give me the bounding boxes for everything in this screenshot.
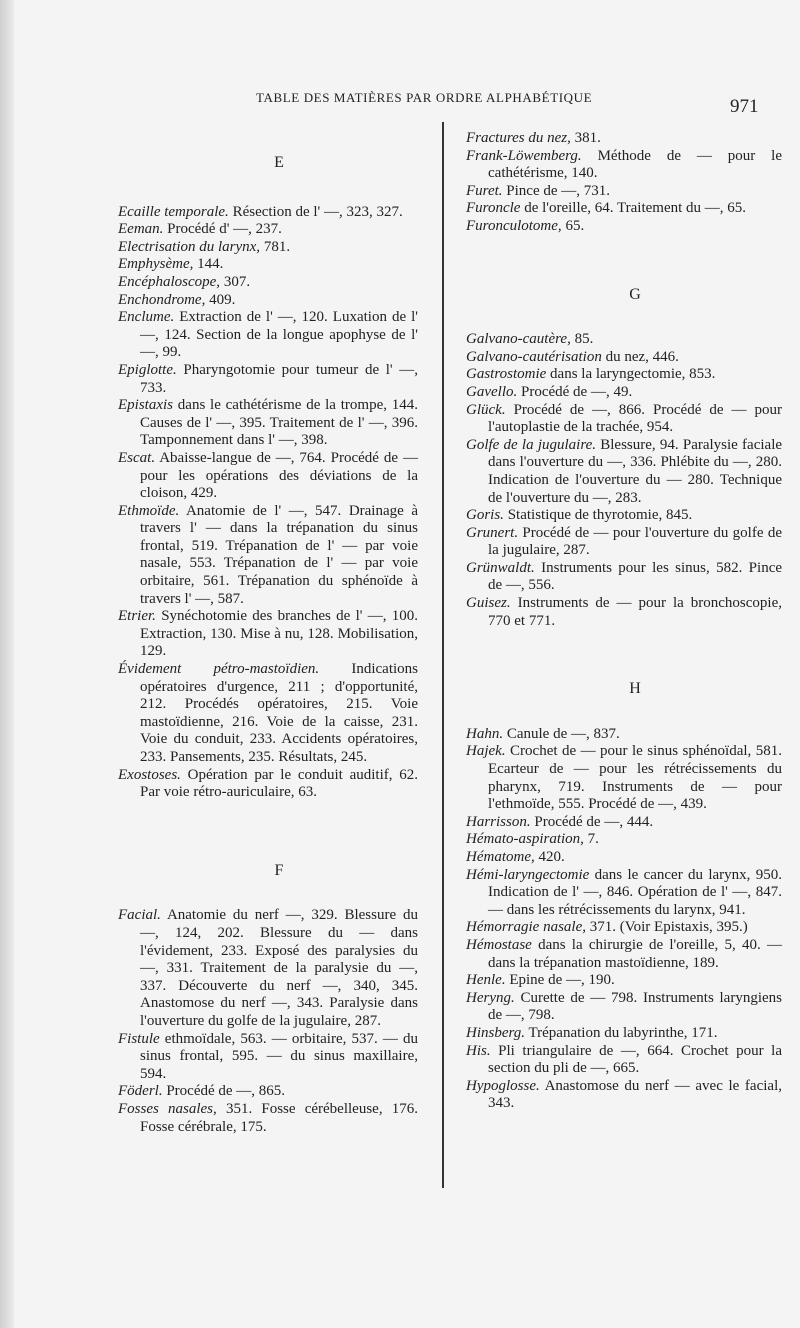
entry-heading: Goris.	[466, 507, 504, 524]
entry-text: Opération par le conduit auditif, 62. Par voie rétro-auriculaire, 63.	[140, 766, 418, 801]
index-entry	[466, 1078, 782, 1113]
entry-text: Abaisse-langue de —, 764. Procédé de — pour les opérations des déviations de la cloison, 429.	[140, 449, 418, 502]
entry-text: 307.	[223, 273, 251, 290]
entry-heading: Furet.	[466, 182, 503, 199]
index-entry	[118, 503, 418, 609]
entry-text: 7.	[587, 831, 599, 848]
index-entry	[466, 849, 782, 867]
index-entry	[466, 525, 782, 560]
entry-text: 351. Fosse cérébelleuse, 176. Fosse cérébrale, 175.	[140, 1100, 418, 1135]
entry-heading: Golfe de la jugulaire.	[466, 436, 597, 453]
index-entry	[466, 972, 782, 990]
entry-heading: Harrisson.	[466, 813, 531, 830]
section-letter: E	[274, 154, 284, 171]
entry-heading: Enchondrome,	[118, 291, 206, 308]
index-entry	[466, 183, 782, 201]
entry-text: Procédé de —, 444.	[534, 813, 654, 830]
entry-text: Statistique de thyrotomie, 845.	[507, 507, 693, 524]
entry-heading: Ecaille temporale.	[118, 203, 229, 220]
index-entry	[118, 292, 418, 310]
entry-text: dans la laryngectomie, 853.	[550, 366, 716, 383]
entry-heading: Guisez.	[466, 595, 511, 612]
entry-text: Indications opératoires d'urgence, 211 ; d'opportunité, 212. Procédés opératoires, 215. Voie mastoïdienne, 216. Voie de la caisse, 231. Voie du conduit, 233. Accidents opératoires, 233. Pansements, 235. Résultats, 245.	[140, 661, 419, 765]
index-entry	[118, 608, 418, 661]
entry-heading: Hémorragie nasale,	[466, 919, 586, 936]
section-letter: F	[274, 861, 284, 879]
index-entry	[466, 437, 782, 507]
entry-heading: Fractures du nez,	[466, 130, 571, 146]
entry-heading: Hypoglosse.	[466, 1077, 540, 1094]
index-entry	[466, 366, 782, 384]
entry-text: Résection de l' —, 323, 327.	[232, 203, 403, 220]
index-entry	[466, 200, 782, 218]
entry-text: Anatomie du nerf —, 329. Blessure du —, 124, 202. Blessure du — dans l'évidement, 233. Exposé des paralysies du —, 331. Traitement de la paralysie du —, 337. Découverte du nerf —, 340, 345. Anastomose du nerf —, 343. Paralysie dans l'ouverture du golfe de la jugulaire, 287.	[140, 907, 418, 1029]
entry-heading: Epistaxis	[118, 397, 173, 414]
entry-heading: Etrier.	[118, 608, 156, 625]
index-entry	[466, 507, 782, 525]
entry-text: 409.	[209, 291, 236, 308]
entry-text: Curette de — 798. Instruments laryngiens de —, 798.	[488, 989, 782, 1024]
entry-heading: Facial.	[118, 907, 161, 924]
entry-heading: Escat.	[118, 449, 156, 466]
entry-heading: Enclume.	[118, 309, 175, 326]
entry-heading: Epiglotte.	[118, 361, 177, 378]
index-entry	[466, 384, 782, 402]
index-entry	[118, 397, 418, 450]
index-entry	[466, 743, 782, 813]
index-entry	[466, 919, 782, 937]
entry-heading: Henle.	[466, 972, 506, 989]
entry-text: Pli triangulaire de —, 664. Crochet pour la section du pli de —, 665.	[488, 1042, 782, 1077]
entry-text: Crochet de — pour le sinus sphénoïdal, 581. Ecarteur de — pour les rétrécissements du pharynx, 719. Instruments de — pour l'ethmoïde, 555. Procédé de —, 439.	[488, 743, 782, 813]
entry-text: Epine de —, 190.	[509, 972, 615, 989]
entry-text: dans la chirurgie de l'oreille, 5, 40. — dans la trépanation mastoïdienne, 189.	[488, 936, 783, 971]
index-entry	[466, 148, 782, 183]
entry-heading: Furonculotome,	[466, 217, 562, 234]
entry-text: Procédé de — pour l'ouverture du golfe de la jugulaire, 287.	[488, 524, 782, 559]
entry-text: Pince de —, 731.	[506, 182, 611, 199]
index-entry	[466, 130, 782, 148]
entry-heading: Heryng.	[466, 989, 515, 1006]
index-entry	[466, 990, 782, 1025]
entry-text: Blessure, 94. Paralysie faciale dans l'ouverture du —, 336. Phlébite du —, 280. Indication de l'ouverture du — 280. Technique de l'ouverture du —, 283.	[488, 436, 783, 506]
index-entry	[118, 274, 418, 292]
entry-text: 371. (Voir Epistaxis, 395.)	[589, 919, 748, 936]
index-entry	[466, 867, 782, 920]
entry-text: 420.	[538, 849, 565, 865]
entry-text: Procédé de —, 865.	[166, 1083, 286, 1100]
entry-heading: Emphysème,	[118, 256, 194, 273]
column-divider	[442, 122, 444, 1188]
index-entry	[118, 204, 418, 222]
section-letter: G	[629, 285, 641, 303]
index-entry	[466, 831, 782, 849]
entry-heading: Electrisation du larynx,	[118, 238, 261, 255]
entry-text: Anatomie de l' —, 547. Drainage à travers l' — dans la trépanation du sinus frontal, 519. Trépanation de l' — par voie nasale, 553. Trépanation de l' — par voie orbitaire, 561. Trépanation du sphénoïde à travers l' —, 587.	[140, 502, 418, 607]
entry-text: dans le cathétérisme de la trompe, 144. Causes de l' —, 395. Traitement de l' —, 396. Tamponnement dans l' —, 398.	[140, 397, 418, 449]
entry-heading: Hémato-aspiration,	[466, 831, 584, 848]
index-entry	[466, 560, 782, 595]
entry-text: Pharyngotomie pour tumeur de l' —, 733.	[140, 361, 418, 396]
entry-heading: Galvano-cautère,	[466, 331, 571, 348]
entry-text: Instruments pour les sinus, 582. Pince de —, 556.	[488, 559, 783, 594]
index-entry	[118, 1031, 418, 1084]
entry-heading: Hinsberg.	[466, 1024, 526, 1041]
entry-heading: Grünwaldt.	[466, 559, 535, 576]
entry-text: Anastomose du nerf — avec le facial, 343.	[488, 1077, 782, 1112]
entry-heading: Évidement pétro-mastoïdien.	[118, 661, 320, 678]
left-column	[118, 154, 418, 1136]
entry-text: Méthode de — pour le cathétérisme, 140.	[488, 147, 782, 182]
entry-text: dans le cancer du larynx, 950. Indication de l' —, 846. Opération de l' —, 847. — dans les rétrécissements du larynx, 941.	[488, 866, 782, 918]
entry-text: Procédé de —, 866. Procédé de — pour l'autoplastie de la trachée, 954.	[488, 401, 782, 436]
entry-heading: Ethmoïde.	[118, 502, 180, 519]
entry-text: Trépanation du labyrinthe, 171.	[528, 1024, 718, 1041]
entry-heading: Gastrostomie	[466, 366, 547, 383]
entry-heading: Hajek.	[466, 743, 506, 760]
entry-text: 781.	[263, 238, 291, 255]
entry-text: Procédé d' —, 237.	[167, 221, 282, 238]
entry-heading: Furoncle	[466, 200, 521, 217]
page-number: 971	[730, 96, 759, 117]
entry-text: 144.	[197, 256, 224, 273]
entry-text: Instruments de — pour la bronchoscopie, 770 et 771.	[488, 595, 783, 629]
entry-text: de l'oreille, 64. Traitement du —, 65.	[524, 200, 747, 217]
index-entry	[118, 309, 418, 362]
index-entry	[466, 1043, 782, 1078]
entry-heading: Hématome,	[466, 849, 535, 865]
index-entry	[466, 349, 782, 367]
entry-text: du nez, 446.	[605, 348, 679, 365]
index-entry	[118, 1101, 418, 1136]
entry-heading: Grunert.	[466, 524, 519, 541]
entry-heading: His.	[466, 1042, 491, 1059]
index-entry	[466, 402, 782, 437]
index-entry	[466, 595, 782, 630]
entry-text: ethmoïdale, 563. — orbitaire, 537. — du sinus frontal, 595. — du sinus maxillaire, 594.	[140, 1030, 418, 1082]
index-entry	[118, 362, 418, 397]
entry-text: 85.	[574, 331, 594, 348]
index-entry	[118, 767, 418, 802]
entry-heading: Galvano-cautérisation	[466, 348, 602, 365]
index-entry	[118, 256, 418, 274]
entry-heading: Fosses nasales,	[118, 1100, 217, 1117]
entry-heading: Föderl.	[118, 1083, 163, 1100]
index-entry	[466, 331, 782, 349]
index-entry	[118, 907, 418, 1030]
entry-heading: Eeman.	[118, 221, 164, 238]
entry-text: 381.	[574, 130, 601, 146]
entry-heading: Frank-Löwemberg.	[466, 147, 582, 164]
entry-text: 65.	[565, 217, 585, 234]
index-entry	[466, 1025, 782, 1043]
index-entry	[118, 450, 418, 503]
right-column	[466, 130, 782, 1113]
entry-heading: Hahn.	[466, 725, 504, 742]
entry-text: Synéchotomie des branches de l' —, 100. Extraction, 130. Mise à nu, 128. Mobilisation, 129.	[140, 608, 418, 660]
entry-text: Canule de —, 837.	[506, 725, 620, 742]
entry-text: Extraction de l' —, 120. Luxation de l' —, 124. Section de la longue apophyse de l' —, 99.	[140, 309, 419, 361]
index-entry	[466, 218, 782, 236]
entry-heading: Hémi-laryngectomie	[466, 866, 590, 883]
page-edge-shadow	[0, 0, 14, 1328]
entry-text: Procédé de —, 49.	[520, 383, 633, 400]
entry-heading: Fistule	[118, 1030, 160, 1047]
entry-heading: Glück.	[466, 401, 506, 418]
entry-heading: Encéphaloscope,	[118, 273, 221, 290]
index-entry	[118, 239, 418, 257]
entry-heading: Gavello.	[466, 383, 518, 400]
entry-heading: Hémostase	[466, 936, 532, 953]
index-entry	[118, 661, 418, 767]
page-header-title: TABLE DES MATIÈRES PAR ORDRE ALPHABÉTIQUE	[256, 90, 593, 105]
index-entry	[466, 937, 782, 972]
index-entry	[118, 1083, 418, 1101]
section-letter: H	[629, 680, 641, 698]
entry-heading: Exostoses.	[118, 766, 181, 783]
index-entry	[118, 221, 418, 239]
index-entry	[466, 814, 782, 832]
index-entry	[466, 726, 782, 744]
